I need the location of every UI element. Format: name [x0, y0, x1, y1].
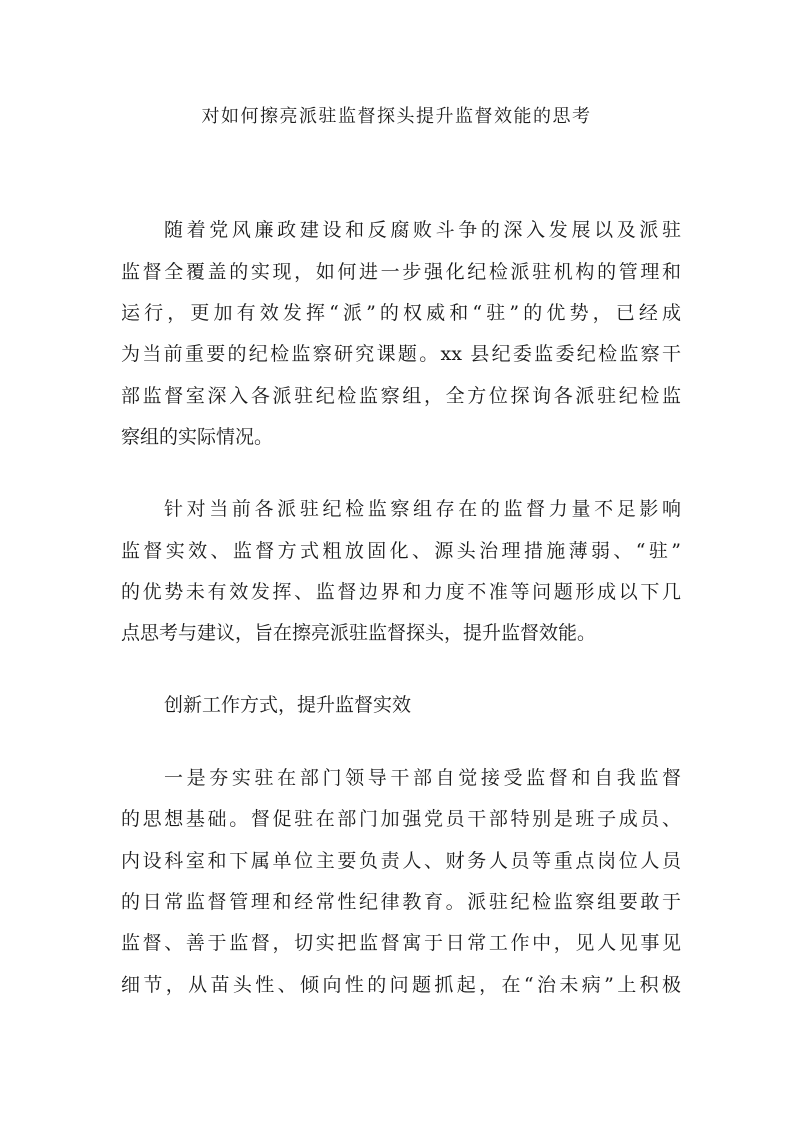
paragraph-3-line-5: 监督、善于监督，切实把监督寓于日常工作中，见人见事见 — [121, 932, 681, 954]
paragraph-1-line-3: 运行，更加有效发挥“派”的权威和“驻”的优势，已经成 — [121, 302, 681, 324]
paragraph-3-line-6: 细节，从苗头性、倾向性的问题抓起，在“治未病”上积极 — [121, 974, 681, 996]
paragraph-1-line-2: 监督全覆盖的实现，如何进一步强化纪检派驻机构的管理和 — [121, 261, 681, 283]
paragraph-3-line-2: 的思想基础。督促驻在部门加强党员干部特别是班子成员、 — [121, 808, 681, 830]
paragraph-1-line-4: 为当前重要的纪检监察研究课题。xx 县纪委监委纪检监察干 — [121, 343, 681, 365]
paragraph-3-line-1: 一是夯实驻在部门领导干部自觉接受监督和自我监督 — [164, 767, 681, 789]
section-heading: 创新工作方式，提升监督实效 — [164, 694, 412, 716]
paragraph-3-line-4: 的日常监督管理和经常性纪律教育。派驻纪检监察组要敢于 — [121, 891, 681, 913]
paragraph-2-line-3: 的优势未有效发挥、监督边界和力度不准等问题形成以下几 — [121, 581, 681, 603]
paragraph-1-line-5: 部监督室深入各派驻纪检监察组，全方位探询各派驻纪检监 — [121, 385, 681, 407]
paragraph-2-line-4: 点思考与建议，旨在擦亮派驻监督探头，提升监督效能。 — [121, 622, 597, 644]
document-title: 对如何擦亮派驻监督探头提升监督效能的思考 — [201, 106, 592, 127]
paragraph-1-line-6: 察组的实际情况。 — [121, 426, 274, 448]
paragraph-3-line-3: 内设科室和下属单位主要负责人、财务人员等重点岗位人员 — [121, 850, 681, 872]
paragraph-2-line-2: 监督实效、监督方式粗放固化、源头治理措施薄弱、“驻” — [121, 540, 681, 562]
paragraph-1-line-1: 随着党风廉政建设和反腐败斗争的深入发展以及派驻 — [164, 219, 681, 241]
paragraph-2-line-1: 针对当前各派驻纪检监察组存在的监督力量不足影响 — [164, 498, 681, 520]
